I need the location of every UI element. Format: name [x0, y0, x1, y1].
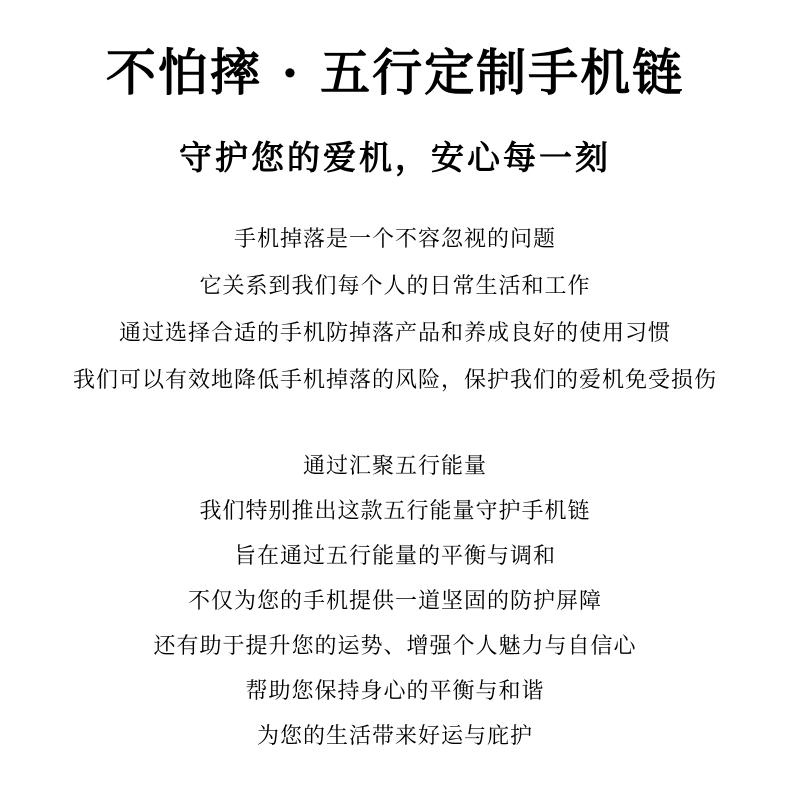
product-line-3: 旨在通过五行能量的平衡与调和	[233, 544, 556, 569]
product-line-5: 还有助于提升您的运势、增强个人魅力与自信心	[153, 634, 637, 659]
product-line-1: 通过汇聚五行能量	[302, 454, 487, 479]
product-paragraph	[0, 444, 790, 759]
intro-line-4: 我们可以有效地降低手机掉落的风险，保护我们的爱机免受损伤	[72, 368, 717, 393]
intro-line-1: 手机掉落是一个不容忽视的问题	[233, 227, 556, 252]
intro-paragraph	[0, 216, 790, 404]
intro-line-2: 它关系到我们每个人的日常生活和工作	[199, 274, 591, 299]
intro-line-3: 通过选择合适的手机防掉落产品和养成良好的使用习惯	[118, 321, 671, 346]
page-title: 不怕摔 · 五行定制手机链	[105, 43, 685, 102]
page-subtitle: 守护您的爱机，安心每一刻	[179, 138, 611, 177]
product-line-7: 为您的生活带来好运与庇护	[256, 724, 533, 749]
product-line-2: 我们特别推出这款五行能量守护手机链	[199, 499, 591, 524]
product-line-6: 帮助您保持身心的平衡与和谐	[245, 679, 545, 704]
product-line-4: 不仅为您的手机提供一道坚固的防护屏障	[187, 589, 602, 614]
